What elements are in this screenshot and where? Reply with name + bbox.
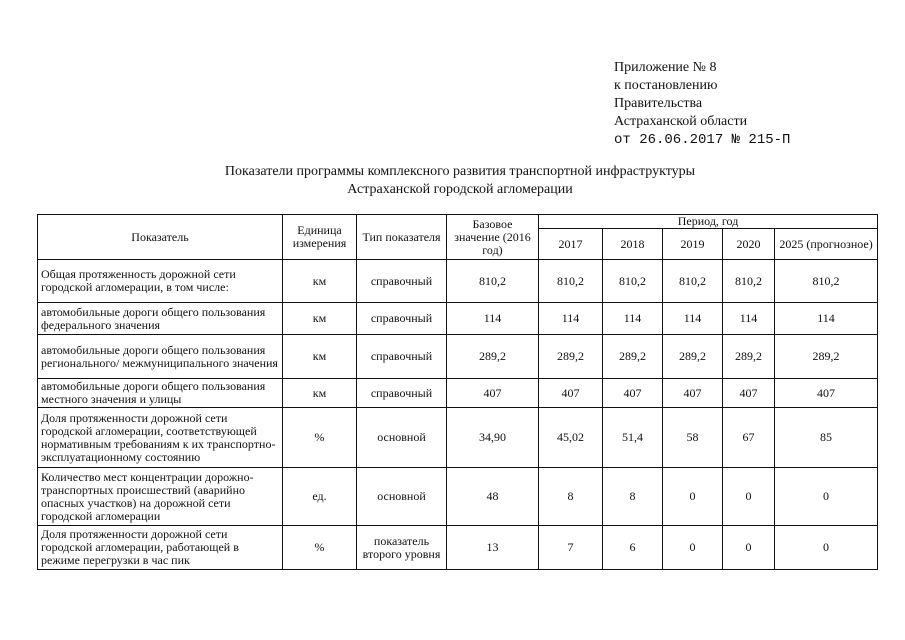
- cell-indicator: Количество мест концентрации дорожно-транспортных происшествий (аварийно опасных участков) на дорожной сети городской агломерации: [38, 468, 283, 526]
- title-line-1: Показатели программы комплексного развития транспортной инфраструктуры: [224, 164, 696, 179]
- cell-2018: 114: [603, 303, 663, 335]
- indicators-table: [37, 214, 878, 570]
- cell-2018: 810,2: [603, 260, 663, 303]
- cell-type: справочный: [357, 303, 447, 335]
- table-row: [38, 468, 878, 526]
- cell-2025: 0: [775, 526, 878, 570]
- cell-2017: 810,2: [539, 260, 603, 303]
- cell-2025: 0: [775, 468, 878, 526]
- appendix-number: Приложение № 8: [614, 60, 717, 75]
- cell-indicator: автомобильные дороги общего пользования местного значения и улицы: [38, 379, 283, 408]
- cell-base: 34,90: [447, 408, 539, 468]
- cell-type: основной: [357, 468, 447, 526]
- cell-unit: %: [283, 526, 357, 570]
- cell-type: справочный: [357, 379, 447, 408]
- appendix-line-decree: к постановлению: [614, 78, 718, 93]
- cell-2020: 289,2: [723, 335, 775, 379]
- header-type: Тип показателя: [357, 215, 447, 260]
- table-row: [38, 303, 878, 335]
- cell-2020: 407: [723, 379, 775, 408]
- cell-2025: 407: [775, 379, 878, 408]
- table-row: [38, 408, 878, 468]
- cell-2017: 8: [539, 468, 603, 526]
- cell-2018: 6: [603, 526, 663, 570]
- cell-unit: %: [283, 408, 357, 468]
- cell-2017: 7: [539, 526, 603, 570]
- appendix-line-region: Астраханской области: [614, 114, 748, 129]
- cell-base: 810,2: [447, 260, 539, 303]
- cell-2019: 407: [663, 379, 723, 408]
- cell-unit: км: [283, 260, 357, 303]
- cell-2025: 85: [775, 408, 878, 468]
- cell-2020: 810,2: [723, 260, 775, 303]
- table-row: [38, 526, 878, 570]
- cell-type: основной: [357, 408, 447, 468]
- cell-2019: 810,2: [663, 260, 723, 303]
- cell-2019: 0: [663, 526, 723, 570]
- cell-2020: 0: [723, 526, 775, 570]
- cell-2020: 67: [723, 408, 775, 468]
- cell-2017: 114: [539, 303, 603, 335]
- cell-type: показатель второго уровня: [357, 526, 447, 570]
- cell-indicator: Общая протяженность дорожной сети городской агломерации, в том числе:: [38, 260, 283, 303]
- cell-unit: ед.: [283, 468, 357, 526]
- cell-type: справочный: [357, 260, 447, 303]
- cell-2018: 8: [603, 468, 663, 526]
- cell-2019: 0: [663, 468, 723, 526]
- header-base-value: Базовое значение (2016 год): [447, 215, 539, 260]
- cell-base: 289,2: [447, 335, 539, 379]
- cell-indicator: Доля протяженности дорожной сети городской агломерации, работающей в режиме перегрузки в час пик: [38, 526, 283, 570]
- header-indicator: Показатель: [38, 215, 283, 260]
- cell-2017: 289,2: [539, 335, 603, 379]
- table-row: [38, 379, 878, 408]
- cell-2018: 51,4: [603, 408, 663, 468]
- cell-2019: 114: [663, 303, 723, 335]
- cell-2025: 810,2: [775, 260, 878, 303]
- cell-2017: 407: [539, 379, 603, 408]
- title-line-2: Астраханской городской агломерации: [347, 182, 573, 197]
- cell-2018: 289,2: [603, 335, 663, 379]
- table-row: [38, 335, 878, 379]
- cell-2025: 289,2: [775, 335, 878, 379]
- appendix-line-government: Правительства: [614, 96, 703, 111]
- cell-base: 407: [447, 379, 539, 408]
- cell-2020: 114: [723, 303, 775, 335]
- header-unit: Единица измерения: [283, 215, 357, 260]
- cell-2025: 114: [775, 303, 878, 335]
- header-period: Период, год: [539, 215, 878, 229]
- cell-base: 114: [447, 303, 539, 335]
- cell-indicator: автомобильные дороги общего пользования федерального значения: [38, 303, 283, 335]
- appendix-block: [614, 59, 790, 149]
- cell-2019: 289,2: [663, 335, 723, 379]
- cell-2020: 0: [723, 468, 775, 526]
- cell-indicator: автомобильные дороги общего пользования регионального/ межмуниципального значения: [38, 335, 283, 379]
- cell-unit: км: [283, 335, 357, 379]
- cell-unit: км: [283, 379, 357, 408]
- cell-indicator: Доля протяженности дорожной сети городской агломерации, соответствующей нормативным требованиям к их транспортно-эксплуатационному состоянию: [38, 408, 283, 468]
- table-row: [38, 260, 878, 303]
- header-year-2017: 2017: [539, 229, 603, 260]
- cell-base: 48: [447, 468, 539, 526]
- cell-base: 13: [447, 526, 539, 570]
- cell-2019: 58: [663, 408, 723, 468]
- header-year-2025: 2025 (прогнозное): [775, 229, 878, 260]
- appendix-date-number: от 26.06.2017 № 215-П: [614, 132, 791, 148]
- cell-2018: 407: [603, 379, 663, 408]
- cell-2017: 45,02: [539, 408, 603, 468]
- header-year-2018: 2018: [603, 229, 663, 260]
- header-year-2019: 2019: [663, 229, 723, 260]
- cell-unit: км: [283, 303, 357, 335]
- header-year-2020: 2020: [723, 229, 775, 260]
- cell-type: справочный: [357, 335, 447, 379]
- document-title: [150, 163, 770, 199]
